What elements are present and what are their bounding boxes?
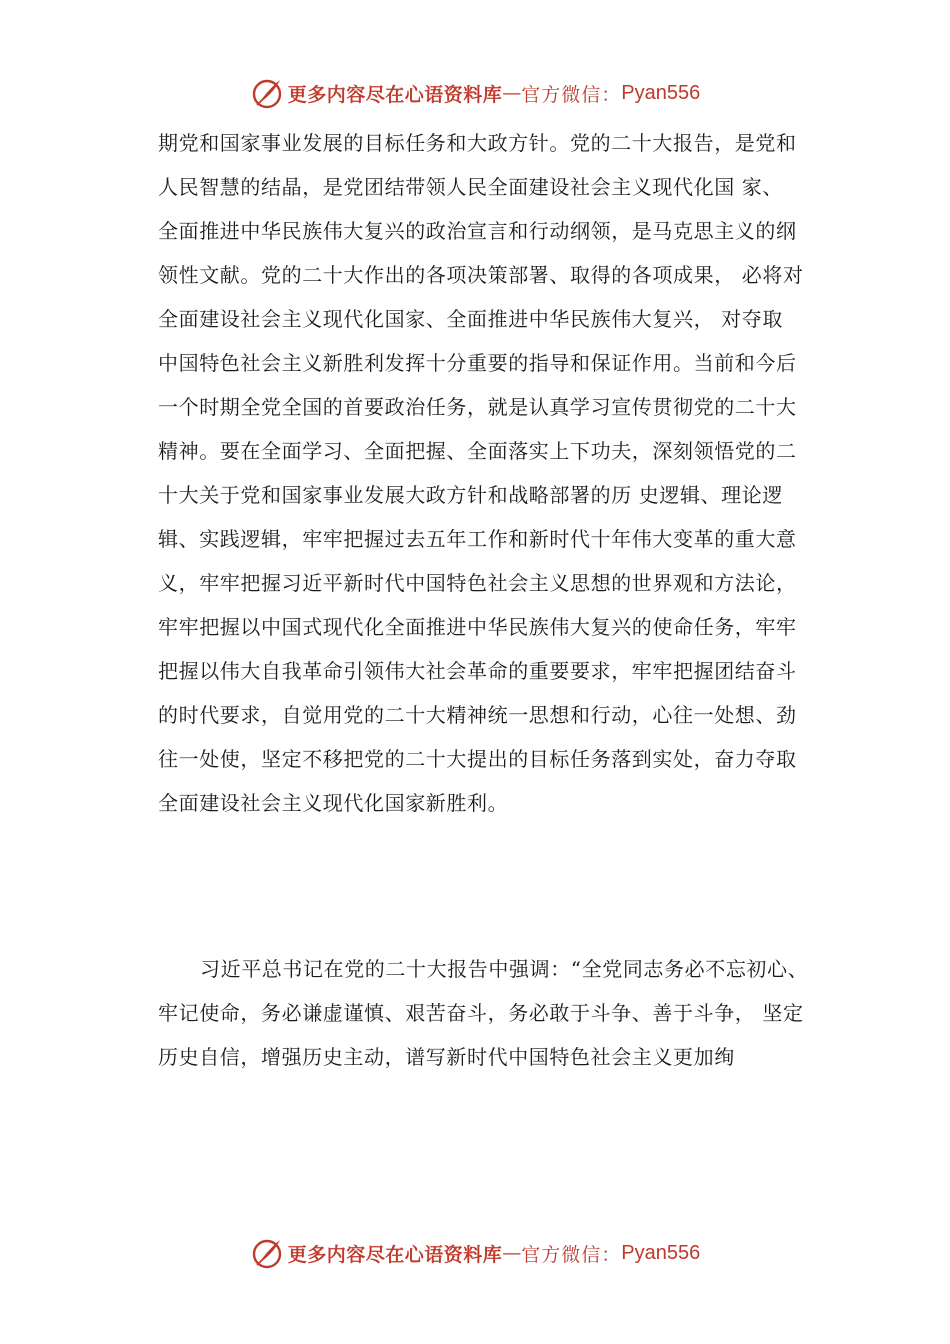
paragraph-line: 义，牢牢把握习近平新时代中国特色社会主义思想的世界观和方法论， [158, 571, 797, 595]
body-paragraph-2 [158, 947, 818, 1079]
feather-logo-icon [250, 1236, 284, 1270]
footer-wechat-id: Pyan556 [621, 1241, 701, 1264]
header-wechat-id: Pyan556 [621, 81, 701, 104]
paragraph-line: 全面建设社会主义现代化国家、全面推进中华民族伟大复兴， 对夺取 [158, 307, 783, 331]
paragraph-line: 历史自信，增强历史主动，谱写新时代中国特色社会主义更加绚 [158, 1045, 735, 1069]
header-banner [0, 73, 950, 113]
paragraph-line: 十大关于党和国家事业发展大政方针和战略部署的历 史逻辑、理论逻 [158, 483, 783, 507]
paragraph-line: 全面建设社会主义现代化国家新胜利。 [158, 791, 509, 815]
paragraph-line: 辑、实践逻辑，牢牢把握过去五年工作和新时代十年伟大变革的重大意 [158, 527, 797, 551]
paragraph-line: 领性文献。党的二十大作出的各项决策部署、取得的各项成果， 必将对 [158, 263, 804, 287]
paragraph-line: 往一处使，坚定不移把党的二十大提出的目标任务落到实处，奋力夺取 [158, 747, 797, 771]
paragraph-line: 的时代要求，自觉用党的二十大精神统一思想和行动，心往一处想、劲 [158, 703, 797, 727]
body-paragraph-1 [158, 121, 818, 825]
paragraph-line: 一个时期全党全国的首要政治任务，就是认真学习宣传贯彻党的二十大 [158, 395, 797, 419]
header-separator: — [502, 82, 522, 104]
paragraph-line: 人民智慧的结晶，是党团结带领人民全面建设社会主义现代化国 家、 [158, 175, 783, 199]
footer-wechat-label: 官方微信： [521, 1243, 622, 1266]
footer-separator: — [502, 1242, 522, 1264]
paragraph-line: 习近平总书记在党的二十大报告中强调：“全党同志务必不忘初心、 [200, 957, 809, 981]
paragraph-line: 全面推进中华民族伟大复兴的政治宣言和行动纲领，是马克思主义的纲 [158, 219, 797, 243]
feather-logo-icon [250, 76, 284, 110]
header-wechat-label: 官方微信： [521, 83, 622, 106]
paragraph-line: 把握以伟大自我革命引领伟大社会革命的重要要求，牢牢把握团结奋斗 [158, 659, 797, 683]
paragraph-line: 牢牢把握以中国式现代化全面推进中华民族伟大复兴的使命任务，牢牢 [158, 615, 797, 639]
paragraph-line: 精神。要在全面学习、全面把握、全面落实上下功夫，深刻领悟党的二 [158, 439, 797, 463]
paragraph-line: 期党和国家事业发展的目标任务和大政方针。党的二十大报告，是党和 [158, 131, 797, 155]
paragraph-line: 中国特色社会主义新胜利发挥十分重要的指导和保证作用。当前和今后 [158, 351, 797, 375]
header-brand-text: 更多内容尽在心语资料库 [287, 83, 503, 106]
footer-brand-text: 更多内容尽在心语资料库 [287, 1243, 503, 1266]
footer-banner [0, 1233, 950, 1273]
paragraph-line: 牢记使命，务必谦虚谨慎、艰苦奋斗，务必敢于斗争、善于斗争， 坚定 [158, 1001, 804, 1025]
